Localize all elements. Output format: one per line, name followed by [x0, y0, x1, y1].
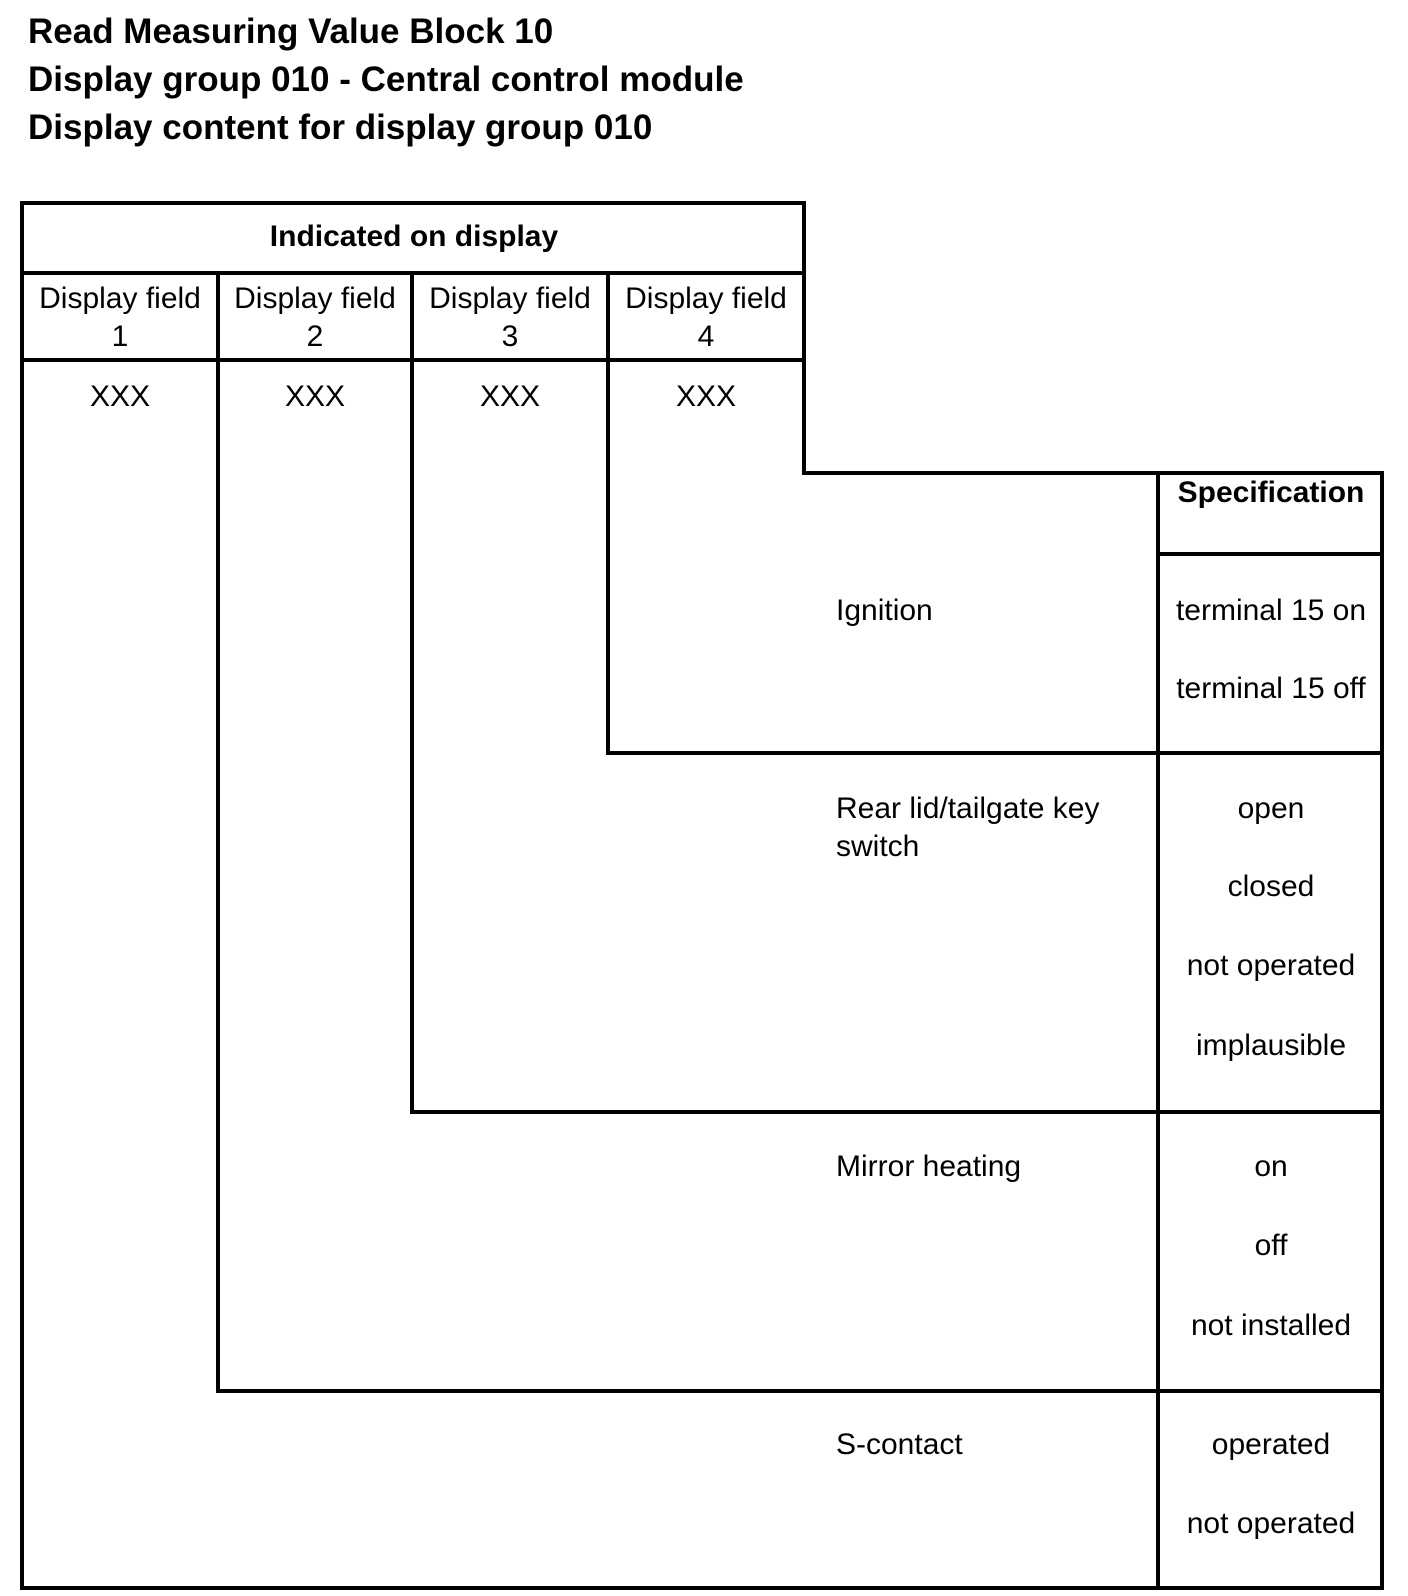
- field-header-label: Display field: [39, 282, 201, 315]
- spec-value: operated: [1211, 1428, 1331, 1461]
- field-header-number: 3: [501, 320, 519, 353]
- field-header-4: [610, 280, 802, 356]
- row-label-s-contact: S-contact: [836, 1428, 963, 1461]
- spec-value: terminal 15 on: [1175, 594, 1367, 627]
- field-header-label: Display field: [429, 282, 591, 315]
- title-line-2: Display group 010 - Central control module: [28, 60, 744, 99]
- field-value-3: XXX: [479, 380, 541, 413]
- row-label-ignition: Ignition: [836, 594, 933, 627]
- spec-value: on: [1254, 1150, 1288, 1183]
- field-header-number: 2: [306, 320, 324, 353]
- row-label-mirror-heating: Mirror heating: [836, 1150, 1022, 1183]
- field-value-4: XXX: [675, 380, 737, 413]
- title-line-3: Display content for display group 010: [28, 108, 653, 147]
- spec-value: implausible: [1195, 1029, 1347, 1062]
- field-header-label: Display field: [625, 282, 787, 315]
- field-header-1: [24, 280, 216, 356]
- title-line-1: Read Measuring Value Block 10: [28, 12, 554, 51]
- spec-value: not operated: [1186, 1507, 1356, 1540]
- field-header-number: 4: [697, 320, 715, 353]
- table-header: Indicated on display: [269, 220, 559, 253]
- spec-value: open: [1237, 792, 1305, 825]
- field-header-number: 1: [111, 320, 129, 353]
- field-header-3: [414, 280, 606, 356]
- field-value-1: XXX: [89, 380, 151, 413]
- spec-value: not operated: [1186, 949, 1356, 982]
- spec-header: Specification: [1177, 476, 1365, 509]
- field-header-label: Display field: [234, 282, 396, 315]
- spec-value: closed: [1227, 870, 1315, 903]
- field-value-2: XXX: [284, 380, 346, 413]
- field-header-2: [220, 280, 410, 356]
- row-label-rear-lid: Rear lid/tailgate key switch: [836, 792, 1100, 863]
- spec-value: terminal 15 off: [1176, 672, 1366, 705]
- spec-value: off: [1254, 1229, 1288, 1262]
- spec-value: not installed: [1190, 1309, 1352, 1342]
